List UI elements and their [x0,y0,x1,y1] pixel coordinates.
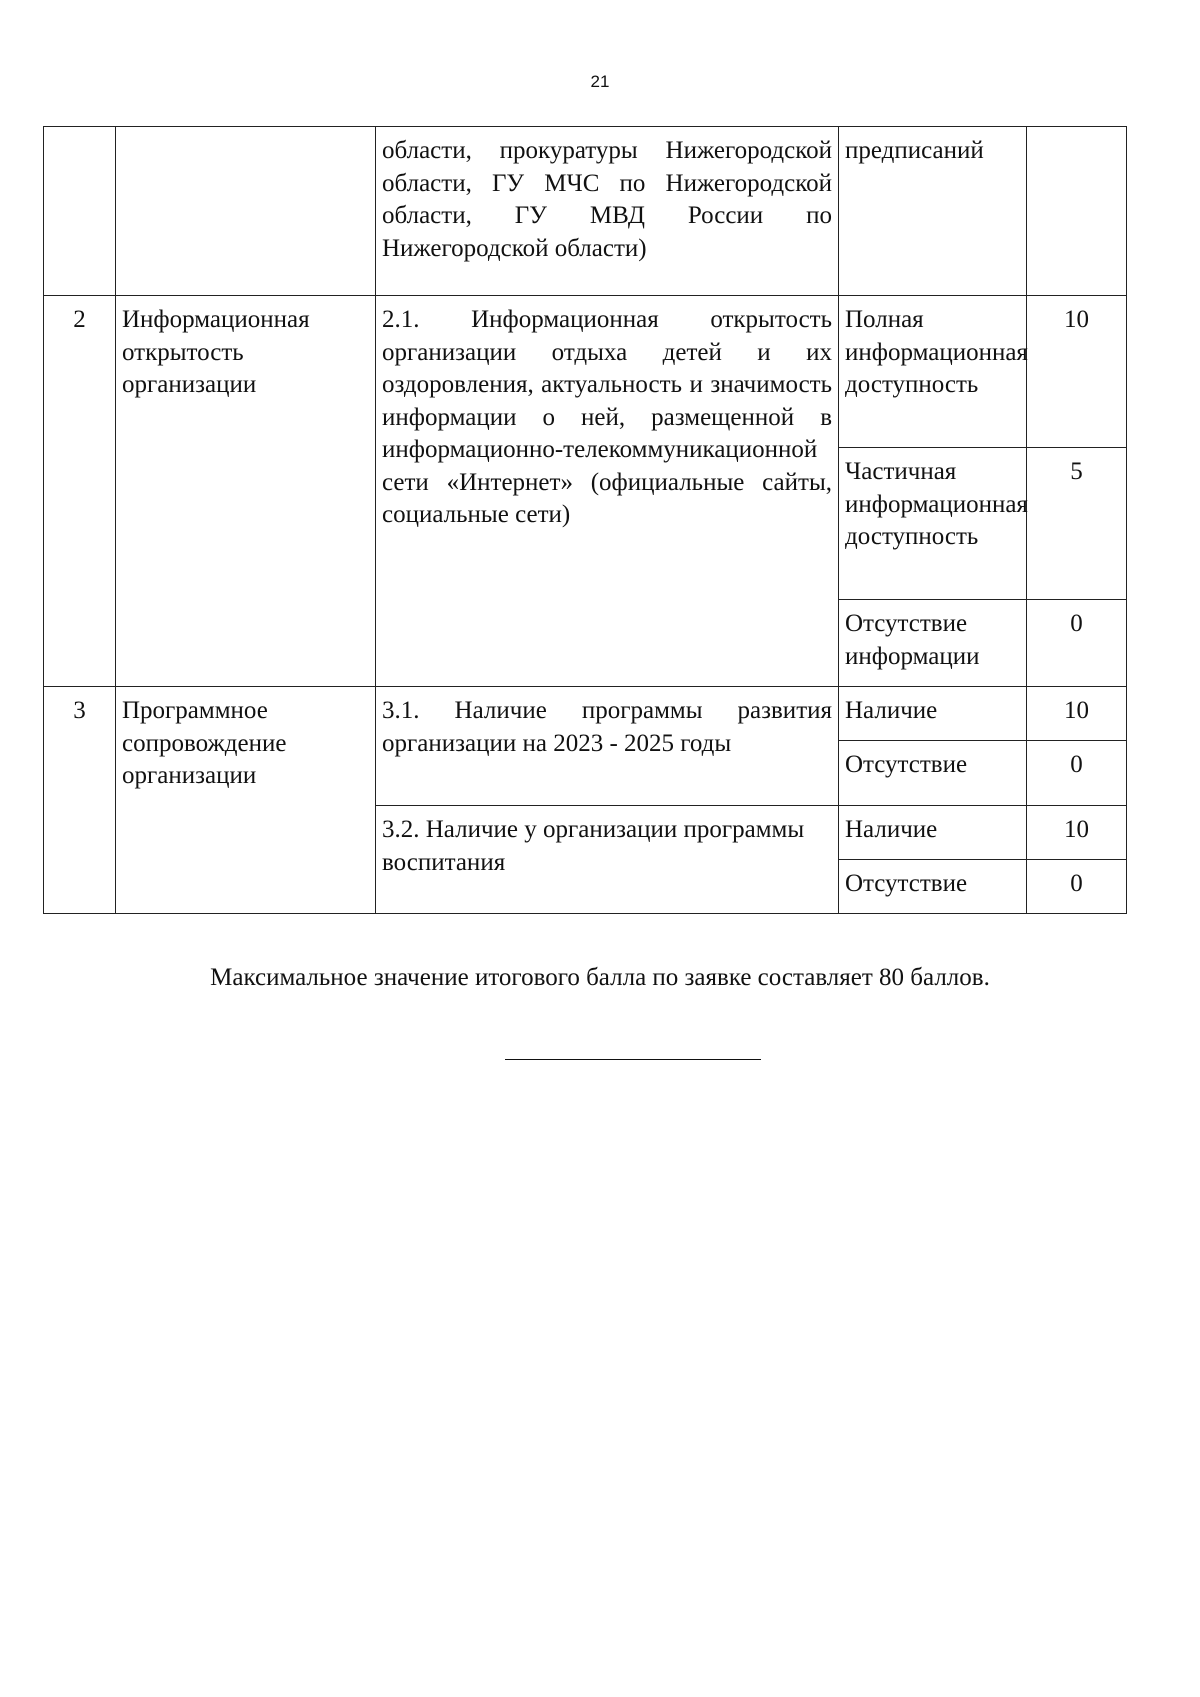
option-score: 0 [1027,600,1127,687]
criterion-description: области, прокуратуры Нижегородской области, ГУ МЧС по Нижегородской области, ГУ МВД России по Нижегородской области) [376,127,839,296]
option-score [1027,127,1127,296]
criterion-description: 3.1. Наличие программы развития организации на 2023 - 2025 годы [376,687,839,806]
option-label: Отсутствие информации [839,600,1027,687]
table-row [44,687,1127,741]
table-row [44,127,1127,296]
option-label: Наличие [839,687,1027,741]
option-label: Наличие [839,806,1027,860]
criterion-name: Программное сопровождение организации [116,687,376,914]
option-score: 10 [1027,806,1127,860]
option-score: 10 [1027,687,1127,741]
criterion-description: 2.1. Информационная открытость организации отдыха детей и их оздоровления, актуальность и значимость информации о ней, размещенной в информационно-телекоммуникационной сети «Интернет» (официальные сайты, социальные сети) [376,296,839,687]
option-label: Полная информационная доступность [839,296,1027,448]
summary-text: Максимальное значение итогового балла по заявке составляет 80 баллов. [210,964,990,991]
criterion-number: 3 [44,687,116,914]
option-score: 10 [1027,296,1127,448]
option-label: предписаний [839,127,1027,296]
criterion-description: 3.2. Наличие у организации программы воспитания [376,806,839,914]
page-number: 21 [590,72,610,91]
end-divider [505,1059,761,1060]
criteria-table [43,126,1127,914]
option-label: Частичная информационная доступность [839,448,1027,600]
option-score: 5 [1027,448,1127,600]
option-score: 0 [1027,860,1127,914]
criterion-number: 2 [44,296,116,687]
option-label: Отсутствие [839,860,1027,914]
option-label: Отсутствие [839,741,1027,806]
criterion-name: Информационная открытость организации [116,296,376,687]
table-row [44,296,1127,448]
option-score: 0 [1027,741,1127,806]
row-number-cell [44,127,116,296]
criterion-name-cell [116,127,376,296]
